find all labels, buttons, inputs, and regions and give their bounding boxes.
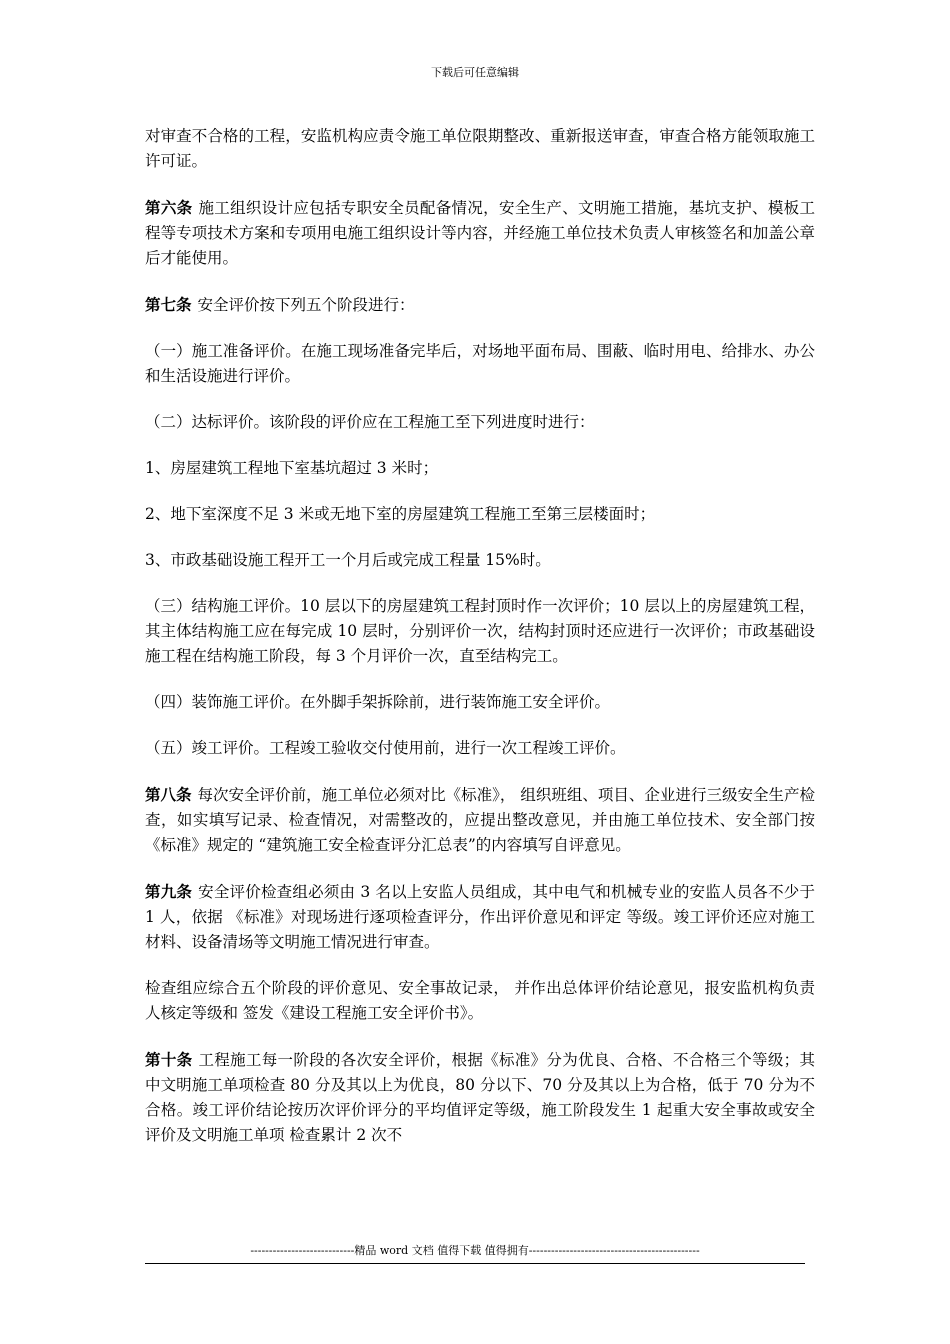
article-8 <box>145 782 815 858</box>
paragraph-text: （五）竣工评价。工程竣工验收交付使用前，进行一次工程竣工评价。 <box>145 739 626 757</box>
paragraph-text: （二）达标评价。该阶段的评价应在工程施工至下列进度时进行： <box>145 413 595 431</box>
paragraph-text: 安全评价检查组必须由 3 名以上安监人员组成，其中电气和机械专业的安监人员各不少于 1 人，依据 《标准》对现场进行逐项检查评分，作出评价意见和评定 等级。竣工评价还应对施工材料、设备清场等文明施工情况进行审查。 <box>145 883 815 951</box>
stage-3-structure <box>145 594 815 669</box>
article-9 <box>145 879 815 955</box>
paragraph-text: 每次安全评价前，施工单位必须对比《标准》， 组织班组、项目、企业进行三级安全生产检查，如实填写记录、检查情况，对需整改的，应提出整改意见，并由施工单位技术、安全部门按《标准》规定的 “建筑施工安全检查评分汇总表”的内容填写自评意见。 <box>145 786 815 854</box>
article-label: 第八条 <box>145 785 192 804</box>
paragraph-text: （一）施工准备评价。在施工现场准备完毕后，对场地平面布局、围蔽、临时用电、给排水、办公和生活设施进行评价。 <box>145 342 815 385</box>
page-header: 下载后可任意编辑 <box>431 66 519 79</box>
page-footer: ----------------------------精品 word 文档 值得下载 值得拥有---------------------------------------------- <box>250 1244 700 1257</box>
document-body <box>145 124 815 1169</box>
paragraph-text: 工程施工每一阶段的各次安全评价，根据《标准》分为优良、合格、不合格三个等级；其中文明施工单项检查 80 分及其以上为优良，80 分以下、70 分及其以上为合格，低于 70 分为不合格。竣工评价结论按历次评价评分的平均值评定等级，施工阶段发生 1 起重大安全事故或安全评价及文明施工单项 检查累计 2 次不 <box>145 1051 815 1144</box>
paragraph-text: 2、地下室深度不足 3 米或无地下室的房屋建筑工程施工至第三层楼面时； <box>145 505 656 523</box>
article-label: 第十条 <box>145 1050 193 1069</box>
article-6 <box>145 195 815 271</box>
paragraph-text: 3、市政基础设施工程开工一个月后或完成工程量 15%时。 <box>145 551 551 569</box>
stage-1-preparation <box>145 339 815 389</box>
list-item-2 <box>145 502 815 527</box>
list-item-3 <box>145 548 815 573</box>
paragraph-text: 安全评价按下列五个阶段进行： <box>197 296 415 314</box>
article-label: 第九条 <box>145 882 193 901</box>
article-label: 第七条 <box>145 295 192 314</box>
footer-divider <box>145 1263 805 1264</box>
paragraph-1 <box>145 124 815 174</box>
article-7 <box>145 292 815 318</box>
list-item-1 <box>145 456 815 481</box>
paragraph-text: （三）结构施工评价。10 层以下的房屋建筑工程封顶时作一次评价；10 层以上的房屋建筑工程，其主体结构施工应在每完成 10 层时，分别评价一次，结构封顶时还应进行一次评价；市政基础设施工程在结构施工阶段，每 3 个月评价一次，直至结构完工。 <box>145 597 815 665</box>
paragraph-text: 对审查不合格的工程，安监机构应责令施工单位限期整改、重新报送审查，审查合格方能领取施工许可证。 <box>145 127 815 170</box>
article-label: 第六条 <box>145 198 193 217</box>
stage-5-completion <box>145 736 815 761</box>
stage-4-decoration <box>145 690 815 715</box>
paragraph-text: 检查组应综合五个阶段的评价意见、安全事故记录， 并作出总体评价结论意见，报安监机构负责人核定等级和 签发《建设工程施工安全评价书》。 <box>145 979 815 1022</box>
stage-2-compliance <box>145 410 815 435</box>
paragraph-text: 1、房屋建筑工程地下室基坑超过 3 米时； <box>145 459 439 477</box>
inspection-summary <box>145 976 815 1026</box>
article-10 <box>145 1047 815 1148</box>
paragraph-text: （四）装饰施工评价。在外脚手架拆除前，进行装饰施工安全评价。 <box>145 693 611 711</box>
paragraph-text: 施工组织设计应包括专职安全员配备情况，安全生产、文明施工措施，基坑支护、模板工程等专项技术方案和专项用电施工组织设计等内容，并经施工单位技术负责人审核签名和加盖公章后才能使用。 <box>145 199 815 267</box>
